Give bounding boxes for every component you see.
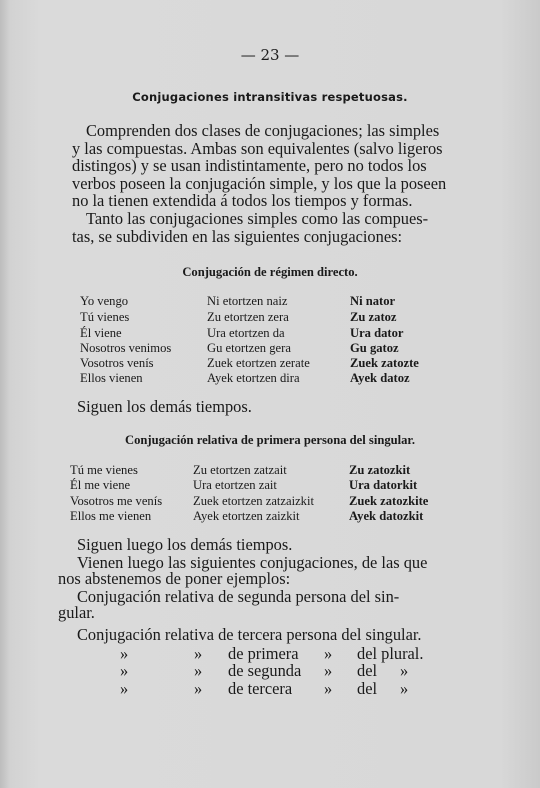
section2-after-text: Siguen luego los demás tiempos.: [77, 535, 293, 554]
ditto-text: del: [357, 661, 378, 680]
ditto-text: del plural.: [357, 644, 424, 663]
table-cell: Ura etortzen zait: [193, 478, 277, 492]
table-cell: Gu gatoz: [350, 341, 399, 355]
table-cell: Zuek etortzen zatzaizkit: [193, 494, 314, 508]
table-cell: Zuek zatozkite: [349, 494, 429, 508]
intro-paragraph: [72, 122, 452, 245]
closing-line: Vienen luego las siguientes conjugaciones, de las que: [77, 553, 428, 572]
table-cell: Nosotros venimos: [80, 341, 172, 355]
ditto-text: de tercera: [228, 679, 293, 698]
table-cell: Zuek zatozte: [350, 356, 419, 370]
intro-line: Tanto las conjugaciones simples como las compues-: [86, 208, 429, 228]
intro-line: Comprenden dos clases de conjugaciones; las simples: [86, 121, 440, 140]
table-cell: Ura etortzen da: [207, 326, 285, 340]
table-cell: Ni etortzen naiz: [207, 294, 288, 308]
table-cell: Vosotros venís: [80, 356, 154, 370]
closing-line: Conjugación relativa de tercera persona del singular.: [77, 625, 422, 644]
intro-line: tas, se subdividen en las siguientes conjugaciones:: [72, 226, 403, 246]
ditto-mark: »: [400, 661, 409, 680]
ditto-mark: »: [120, 679, 129, 698]
table-cell: Zu zatoz: [350, 310, 397, 324]
ditto-mark: »: [324, 661, 333, 680]
intro-line: y las compuestas. Ambas son equivalentes (salvo ligeros: [72, 138, 443, 158]
ditto-mark: »: [120, 661, 129, 680]
table-cell: Ayek etortzen dira: [207, 371, 300, 385]
table-cell: Zu zatozkit: [349, 463, 411, 477]
table-cell: Gu etortzen gera: [207, 341, 291, 355]
section1-title: Conjugación de régimen directo.: [182, 265, 358, 279]
ditto-text: de segunda: [228, 661, 302, 680]
table-cell: Ellos vienen: [80, 371, 143, 385]
ditto-mark: »: [324, 679, 333, 698]
ditto-mark: »: [120, 644, 129, 663]
ditto-text: del: [357, 679, 378, 698]
ditto-mark: »: [400, 679, 409, 698]
ditto-mark: »: [194, 661, 203, 680]
closing-line: gular.: [58, 603, 95, 622]
intro-line: distingos) y se usan indistintamente, pero no todos los: [72, 156, 427, 176]
table-cell: Vosotros me venís: [70, 494, 163, 508]
closing-line: Conjugación relativa de segunda persona del sin-: [77, 587, 400, 606]
table-cell: Ayek datozkit: [349, 509, 424, 523]
table-cell: Yo vengo: [80, 294, 129, 308]
table-cell: Ellos me vienen: [70, 509, 152, 523]
section-heading: Conjugaciones intransitivas respetuosas.: [132, 90, 408, 104]
table-cell: Tú me vienes: [70, 463, 138, 477]
ditto-mark: »: [194, 644, 203, 663]
table-cell: Ayek etortzen zaizkit: [193, 509, 300, 523]
table-cell: Ura dator: [350, 326, 404, 340]
table-cell: Ni nator: [350, 294, 396, 308]
ditto-mark: »: [194, 679, 203, 698]
table-cell: Tú vienes: [80, 310, 130, 324]
page-number: — 23 —: [240, 46, 300, 64]
intro-line: no la tienen extendida á todos los tiempos y formas.: [72, 191, 413, 211]
closing-line: nos abstenemos de poner ejemplos:: [58, 569, 291, 588]
section2-title: Conjugación relativa de primera persona del singular.: [124, 433, 415, 447]
table-cell: Ayek datoz: [350, 371, 410, 385]
table-cell: Zu etortzen zera: [207, 310, 289, 324]
table-cell: Él me viene: [70, 478, 131, 492]
intro-line: verbos poseen la conjugación simple, y los que la poseen: [72, 173, 447, 193]
table-cell: Ura datorkit: [349, 478, 418, 492]
table-cell: Zuek etortzen zerate: [207, 356, 310, 370]
table-cell: Él viene: [80, 326, 122, 340]
section1-after-text: Siguen los demás tiempos.: [77, 397, 252, 416]
ditto-mark: »: [324, 644, 333, 663]
table-cell: Zu etortzen zatzait: [193, 463, 287, 477]
ditto-text: de primera: [228, 644, 299, 663]
